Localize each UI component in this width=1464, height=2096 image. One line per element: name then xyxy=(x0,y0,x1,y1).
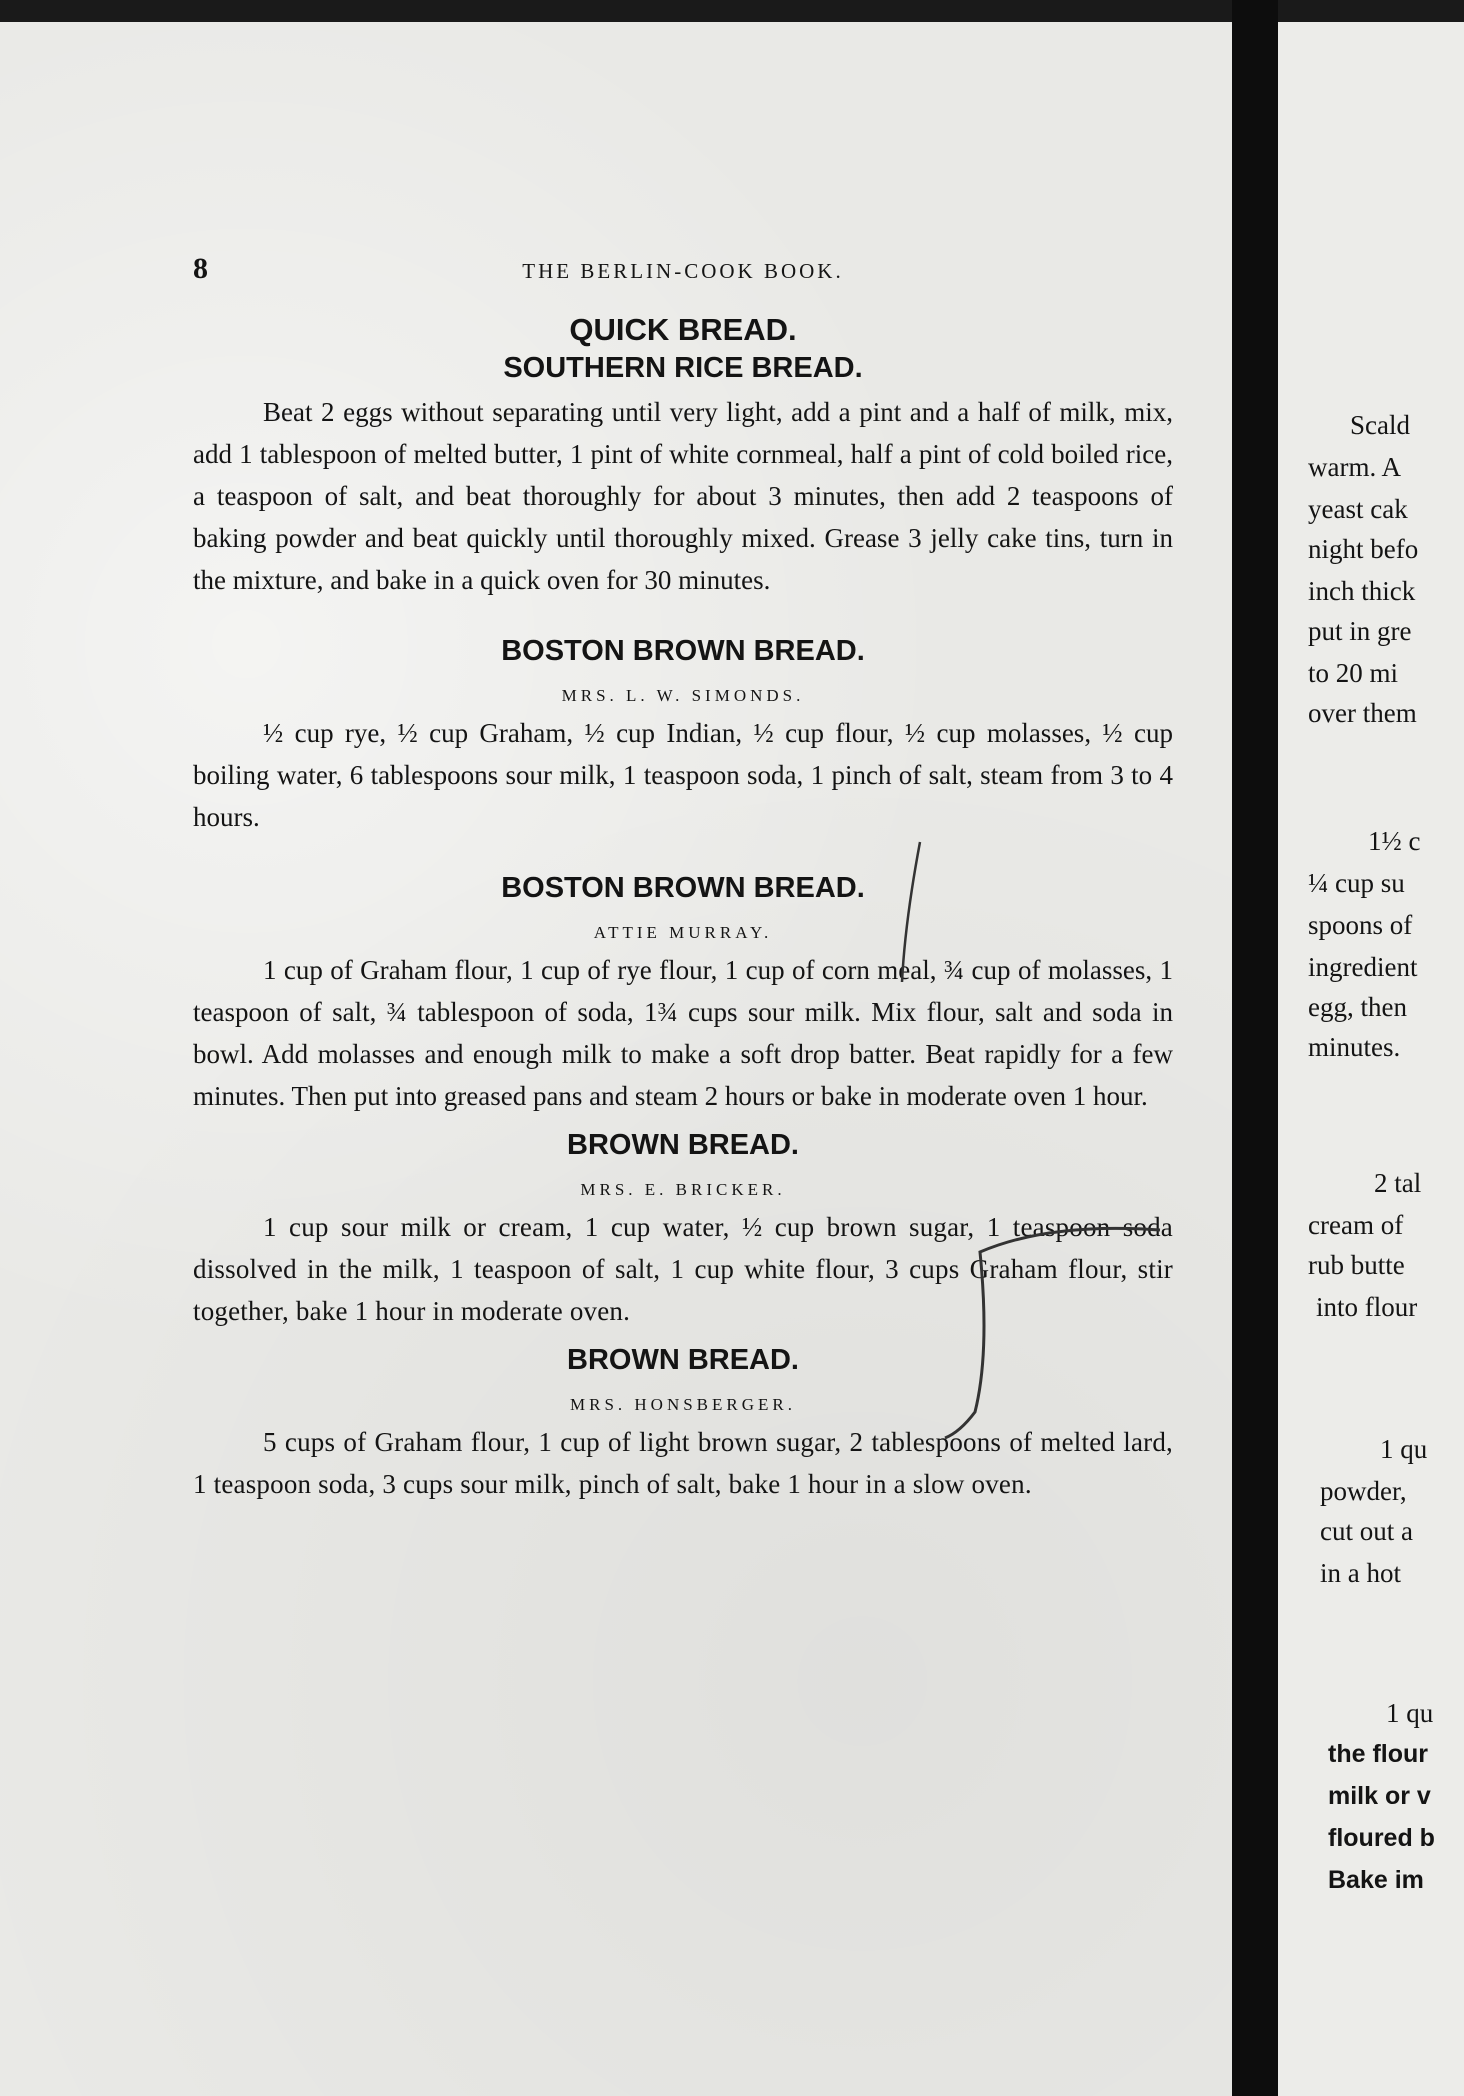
recipe-title: BROWN BREAD. xyxy=(567,1129,799,1161)
facing-line: in a hot xyxy=(1320,1558,1401,1588)
facing-line: cut out a xyxy=(1320,1516,1413,1546)
recipe-author: MRS. HONSBERGER. xyxy=(569,1395,796,1414)
facing-line: into flour xyxy=(1316,1292,1418,1322)
facing-line: over them xyxy=(1308,698,1417,728)
page-header xyxy=(193,252,1173,300)
page-content xyxy=(193,252,1173,1505)
left-page xyxy=(0,22,1232,2096)
facing-line: Scald xyxy=(1350,410,1410,440)
facing-line: night befo xyxy=(1308,534,1419,564)
facing-line: 2 tal xyxy=(1374,1168,1422,1198)
running-head: THE BERLIN-COOK BOOK. xyxy=(522,259,844,283)
recipe-text: 1 cup sour milk or cream, 1 cup water, ½ cup brown sugar, 1 teaspoon soda dissolved in the milk, 1 teaspoon of salt, 1 cup white flour, 3 cups Graham flour, stir together, bake 1 hour in moderate oven. xyxy=(193,1212,1173,1326)
facing-line: inch thick xyxy=(1308,576,1416,606)
facing-line: rub butte xyxy=(1308,1250,1405,1280)
recipe-text: Beat 2 eggs without separating until very light, add a pint and a half of milk, mix, add 1 tablespoon of melted butter, 1 pint of white cornmeal, half a pint of cold boiled rice, a teaspoon of salt, and beat thoroughly for about 3 minutes, then add 2 teaspoons of baking powder and beat quickly until thoroughly mixed. Grease 3 jelly cake tins, turn in the mixture, and bake in a quick oven for 30 minutes. xyxy=(193,397,1173,595)
facing-line: put in gre xyxy=(1308,616,1412,646)
facing-line: spoons of xyxy=(1308,910,1413,940)
facing-line: floured b xyxy=(1328,1824,1435,1852)
facing-line: 1 qu xyxy=(1380,1434,1428,1464)
recipe xyxy=(193,1344,1173,1505)
recipe-text: 1 cup of Graham flour, 1 cup of rye flour, 1 cup of corn meal, ¾ cup of molasses, 1 teaspoon of salt, ¾ tablespoon of soda, 1¾ cups sour milk. Mix flour, salt and soda in bowl. Add molasses and enough milk to make a soft drop batter. Beat rapidly for a few minutes. Then put into greased pans and steam 2 hours or bake in moderate oven 1 hour. xyxy=(193,955,1173,1111)
recipe-title: BROWN BREAD. xyxy=(567,1344,799,1376)
recipe xyxy=(193,1129,1173,1332)
recipe-author: ATTIE MURRAY. xyxy=(593,923,773,942)
recipe xyxy=(193,872,1173,1117)
facing-line: 1 qu xyxy=(1386,1698,1434,1728)
facing-line: the flour xyxy=(1328,1740,1428,1768)
facing-line: warm. A xyxy=(1308,452,1401,482)
facing-line: ¼ cup su xyxy=(1308,868,1405,898)
facing-line: milk or v xyxy=(1328,1782,1431,1810)
recipe-text: ½ cup rye, ½ cup Graham, ½ cup Indian, ½ cup flour, ½ cup molasses, ½ cup boiling water, 6 tablespoons sour milk, 1 teaspoon soda, 1 pinch of salt, steam from 3 to 4 hours. xyxy=(193,718,1173,832)
facing-line: to 20 mi xyxy=(1308,658,1399,688)
recipe-title: BOSTON BROWN BREAD. xyxy=(501,872,865,904)
recipe-title: BOSTON BROWN BREAD. xyxy=(501,635,865,667)
facing-line: cream of xyxy=(1308,1210,1404,1240)
facing-line: 1½ c xyxy=(1368,826,1421,856)
recipe xyxy=(193,635,1173,838)
recipe-author: MRS. E. BRICKER. xyxy=(580,1180,786,1199)
facing-line: Bake im xyxy=(1328,1866,1424,1894)
recipe-text: 5 cups of Graham flour, 1 cup of light brown sugar, 2 tablespoons of melted lard, 1 teaspoon soda, 3 cups sour milk, pinch of salt, bake 1 hour in a slow oven. xyxy=(193,1427,1173,1499)
facing-line: yeast cak xyxy=(1308,494,1408,524)
recipe-author: MRS. L. W. SIMONDS. xyxy=(561,686,805,705)
facing-line: powder, xyxy=(1320,1476,1407,1506)
recipe-title: SOUTHERN RICE BREAD. xyxy=(503,352,863,384)
recipe xyxy=(193,352,1173,601)
section-title: QUICK BREAD. xyxy=(569,312,797,347)
page-number: 8 xyxy=(193,252,208,285)
facing-page xyxy=(1278,22,1464,2096)
book-gutter xyxy=(1232,0,1278,2096)
facing-line: ingredient xyxy=(1308,952,1418,982)
facing-line: minutes. xyxy=(1308,1032,1401,1062)
facing-line: egg, then xyxy=(1308,992,1407,1022)
